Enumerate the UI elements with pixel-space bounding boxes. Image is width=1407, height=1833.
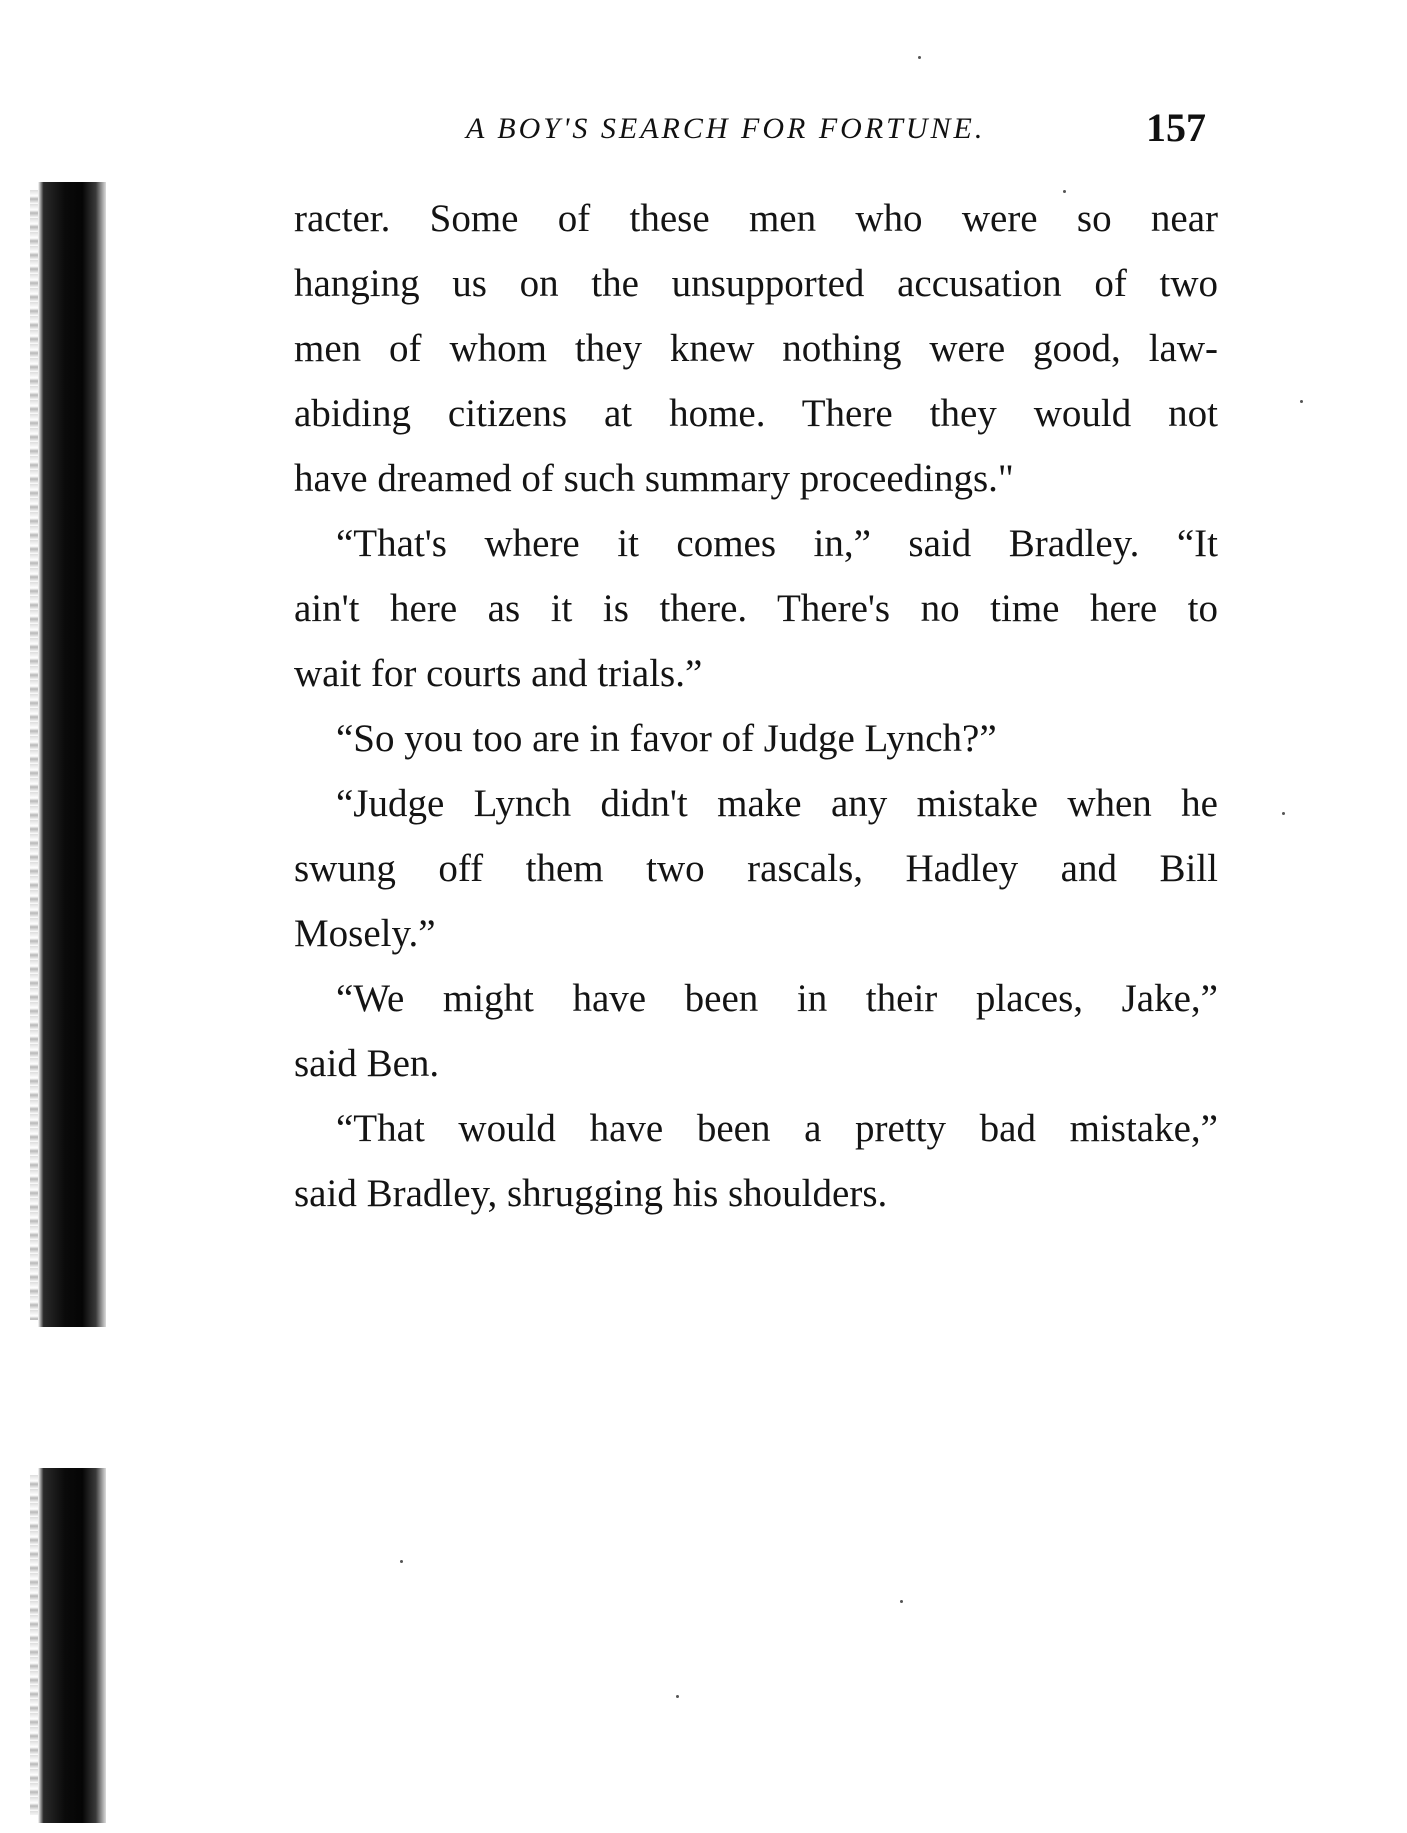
scan-speck: [1300, 400, 1303, 403]
scan-speck: [900, 1600, 903, 1603]
text-line: wait for courts and trials.”: [294, 652, 703, 695]
page-number: 157: [1146, 105, 1206, 150]
scan-speck: [1282, 812, 1285, 815]
binding-shadow-lower: [38, 1468, 106, 1823]
text-line: abiding citizens at home. There they would not: [294, 392, 1218, 435]
paragraph: [294, 186, 1218, 511]
text-line: have dreamed of such summary proceedings.": [294, 457, 1014, 500]
scan-speck: [676, 1695, 679, 1698]
scan-speck: [400, 1560, 403, 1563]
text-line: hanging us on the unsupported accusation of two: [294, 262, 1218, 305]
paragraph: [294, 771, 1218, 966]
body-text: [294, 186, 1218, 1226]
text-line: said Ben.: [294, 1042, 440, 1085]
scan-speck: [1063, 190, 1066, 193]
text-line: “Judge Lynch didn't make any mistake when he: [336, 782, 1218, 825]
binding-shadow-upper: [38, 182, 106, 1327]
paragraph: [294, 511, 1218, 706]
text-line: “That would have been a pretty bad mistake,”: [336, 1107, 1218, 1150]
text-line: said Bradley, shrugging his shoulders.: [294, 1172, 888, 1215]
running-head: [466, 104, 1226, 154]
text-line: ain't here as it is there. There's no time here to: [294, 587, 1218, 630]
scan-speck: [918, 56, 921, 59]
text-line: racter. Some of these men who were so near: [294, 197, 1218, 240]
paragraph: [294, 1096, 1218, 1226]
text-line: “So you too are in favor of Judge Lynch?”: [336, 717, 997, 760]
text-line: swung off them two rascals, Hadley and Bill: [294, 847, 1218, 890]
text-line: Mosely.”: [294, 912, 436, 955]
paragraph: [294, 966, 1218, 1096]
text-line: men of whom they knew nothing were good, law-: [294, 327, 1218, 370]
paragraph: [294, 706, 1218, 771]
text-line: “That's where it comes in,” said Bradley. “It: [336, 522, 1218, 565]
text-line: “We might have been in their places, Jake,”: [336, 977, 1218, 1020]
running-title: A BOY'S SEARCH FOR FORTUNE.: [466, 112, 986, 145]
